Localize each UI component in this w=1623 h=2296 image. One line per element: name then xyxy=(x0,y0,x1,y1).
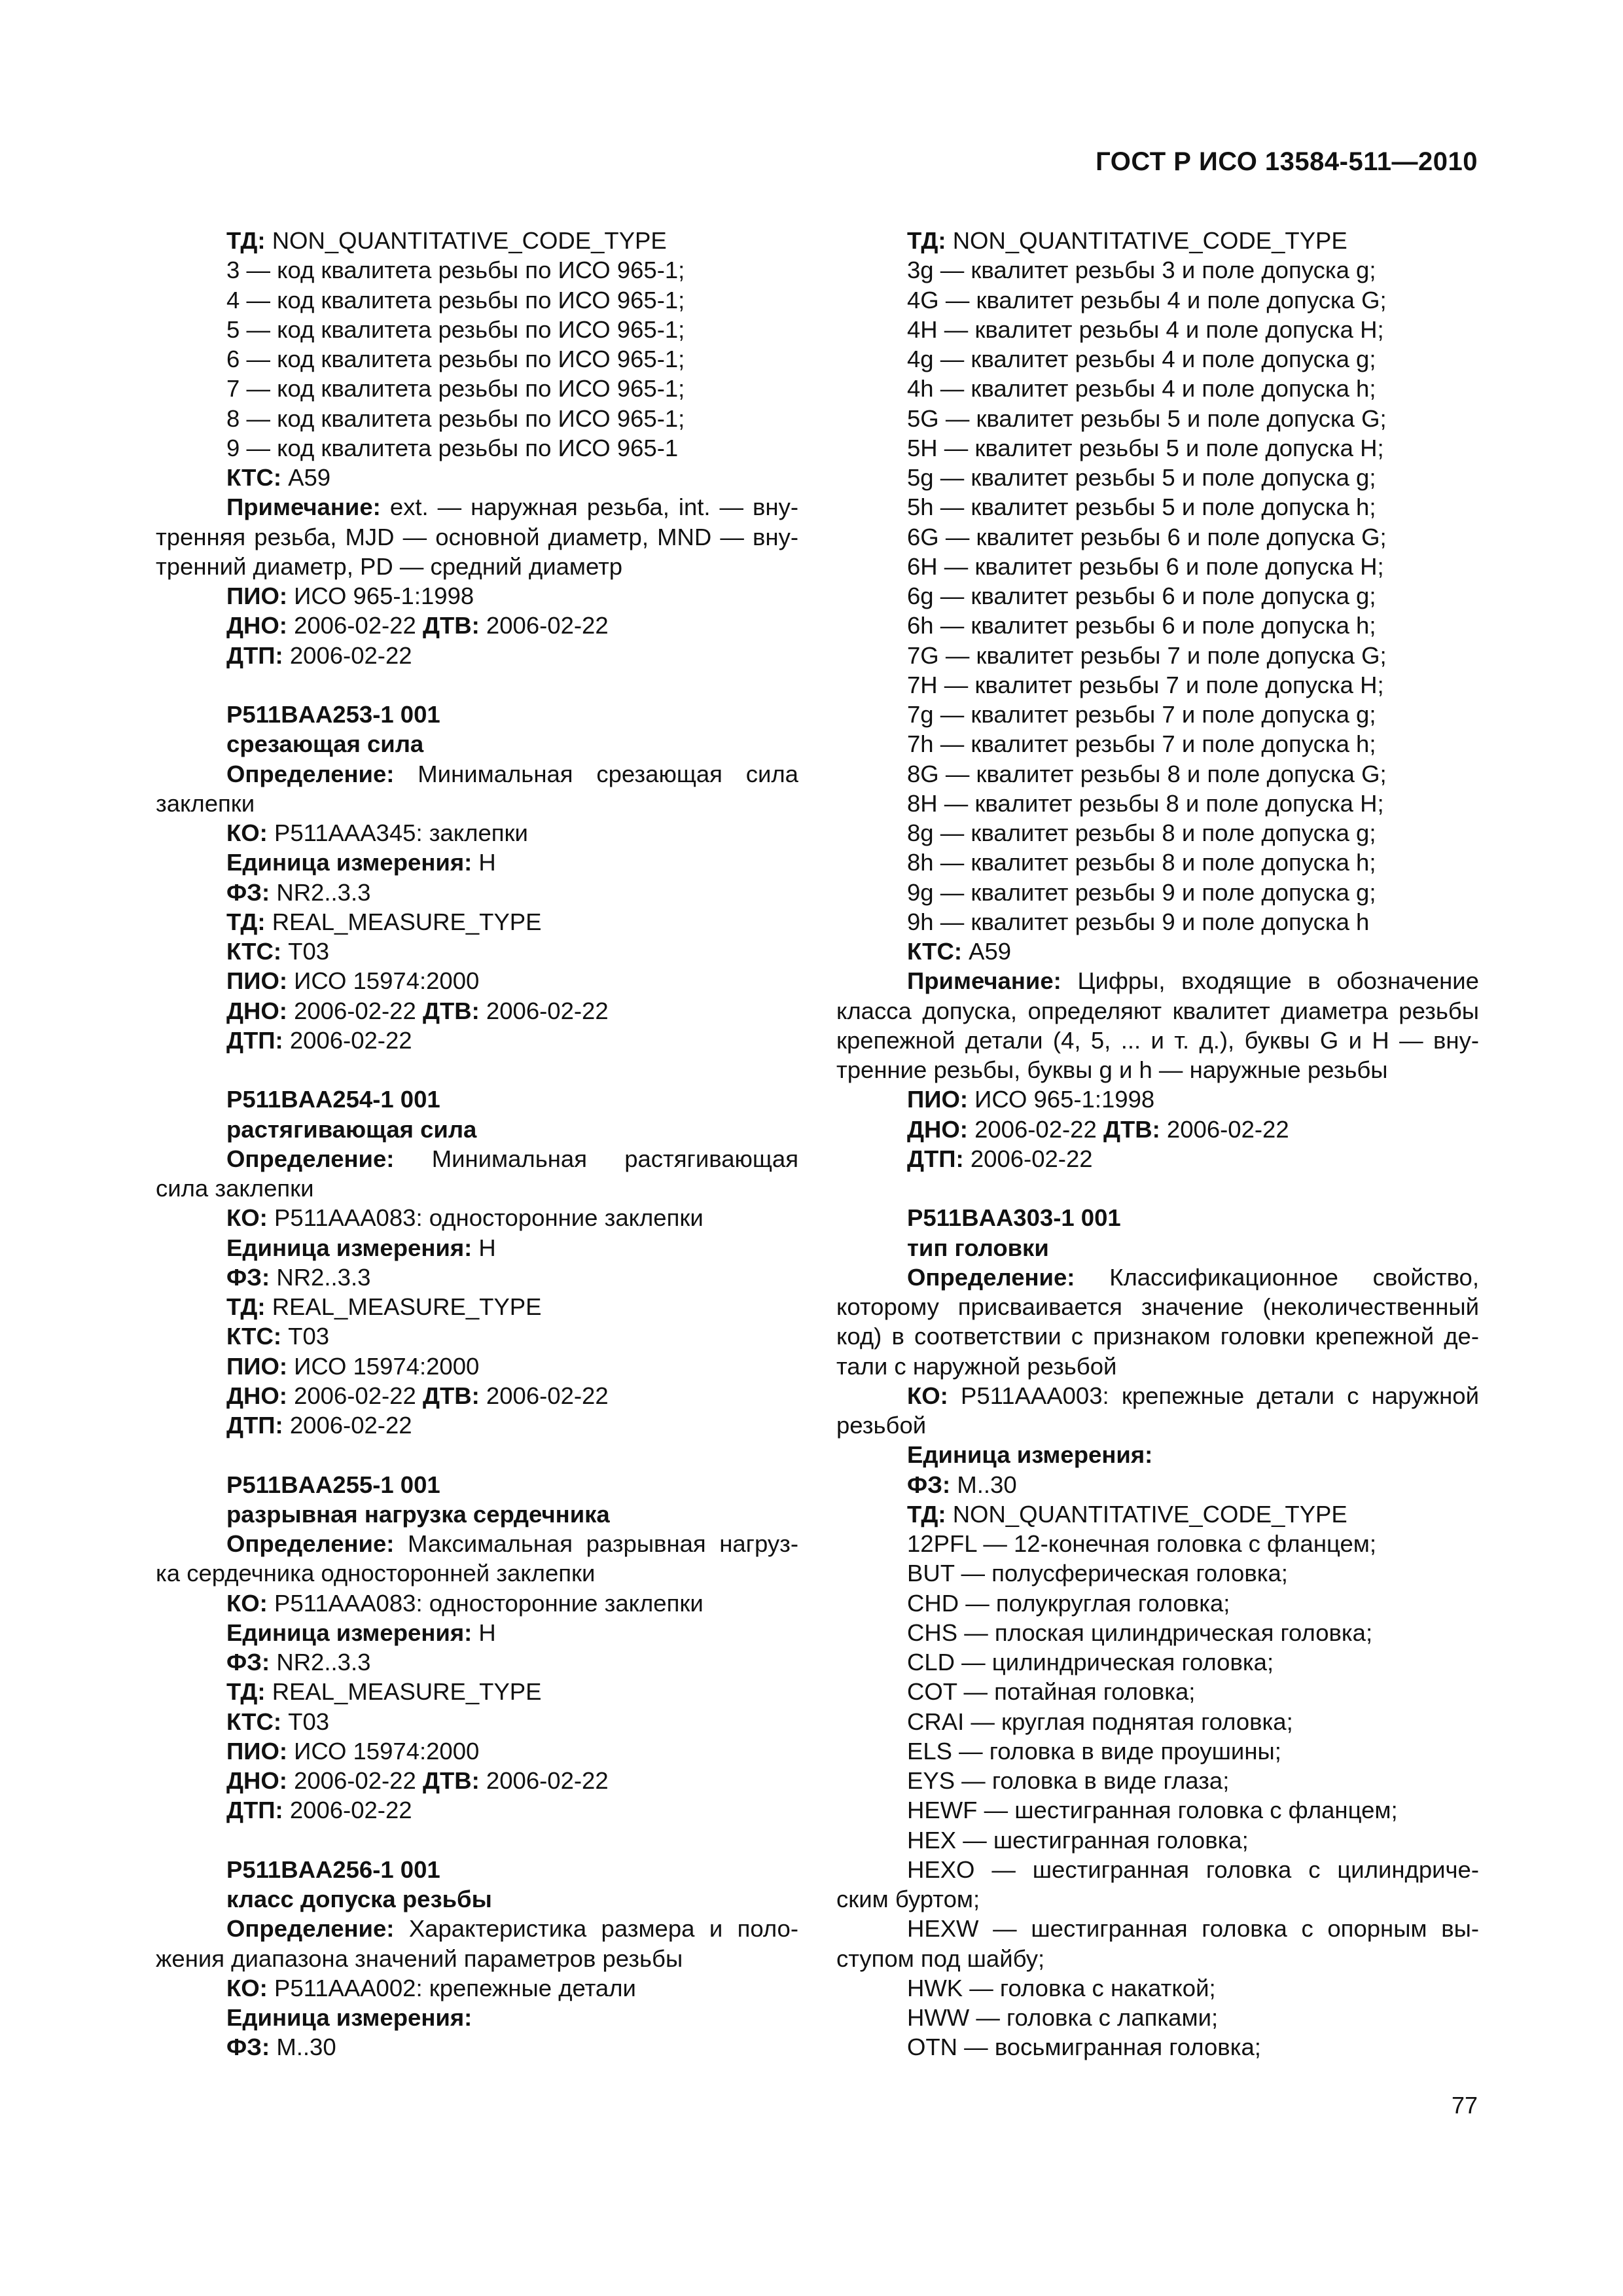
entry-note: Примечание: ext. — наружная резьба, int. — вну- xyxy=(226,493,798,521)
entry-field-dates: ДНО: 2006-02-22 ДТВ: 2006-02-22 xyxy=(907,1115,1289,1143)
code-list-item: EYS — головка в виде глаза; xyxy=(907,1767,1230,1794)
code-list-item: 7 — код квалитета резьбы по ИСО 965-1; xyxy=(226,375,685,403)
entry-field-unit: Единица измерения: Н xyxy=(226,1234,496,1261)
entry-field-fz: ФЗ: NR2..3.3 xyxy=(226,878,371,906)
entry-code: P511BAA255-1 001 xyxy=(226,1471,440,1498)
entry-field-kts: КТС: T03 xyxy=(226,1323,330,1350)
entry-name: растягивающая сила xyxy=(226,1115,477,1143)
code-list-item: 8G — квалитет резьбы 8 и поле допуска G; xyxy=(907,760,1387,787)
entry-field-td: ТД: REAL_MEASURE_TYPE xyxy=(226,1293,542,1320)
entry-field-fz: ФЗ: M..30 xyxy=(226,2034,336,2061)
entry-note-continuation: крепежной детали (4, 5, ... и т. д.), буквы G и H — вну- xyxy=(836,1026,1479,1054)
code-list-item: HEWF — шестигранная головка с фланцем; xyxy=(907,1797,1398,1824)
code-list-item: HWW — головка с лапками; xyxy=(907,2004,1219,2031)
entry-field-td: ТД: NON_QUANTITATIVE_CODE_TYPE xyxy=(226,227,667,254)
entry-note-continuation: тренняя резьба, MJD — основной диаметр, MND — вну- xyxy=(156,523,798,550)
entry-field-fz: ФЗ: NR2..3.3 xyxy=(226,1263,371,1291)
document-header: ГОСТ Р ИСО 13584-511—2010 xyxy=(1096,147,1478,176)
entry-code: P511BAA303-1 001 xyxy=(907,1204,1121,1232)
entry-name: разрывная нагрузка сердечника xyxy=(226,1500,610,1528)
code-list-item: 8g — квалитет резьбы 8 и поле допуска g; xyxy=(907,819,1376,846)
entry-field-dates: ДНО: 2006-02-22 ДТВ: 2006-02-22 xyxy=(226,612,609,639)
entry-note-continuation: тренний диаметр, PD — средний диаметр xyxy=(156,552,623,580)
page-number: 77 xyxy=(1451,2092,1478,2119)
entry-field-dates: ДНО: 2006-02-22 ДТВ: 2006-02-22 xyxy=(226,1382,609,1409)
entry-field-unit: Единица измерения: Н xyxy=(226,1619,496,1646)
code-list-item: 8H — квалитет резьбы 8 и поле допуска H; xyxy=(907,789,1384,817)
entry-field-dtp: ДТП: 2006-02-22 xyxy=(226,641,412,669)
entry-field-td: ТД: NON_QUANTITATIVE_CODE_TYPE xyxy=(907,1500,1347,1528)
code-list-item: HEXW — шестигранная головка с опорным вы- xyxy=(907,1915,1479,1943)
code-list-item: 9 — код квалитета резьбы по ИСО 965-1 xyxy=(226,434,679,461)
entry-field-ko: КО: P511AAA083: односторонние заклепки xyxy=(226,1204,704,1232)
entry-name: тип головки xyxy=(907,1234,1049,1261)
entry-name: срезающая сила xyxy=(226,730,424,758)
entry-definition-continuation: сила заклепки xyxy=(156,1175,314,1202)
code-list-item: 7H — квалитет резьбы 7 и поле допуска H; xyxy=(907,671,1384,698)
code-list-item: 12PFL — 12-конечная головка с фланцем; xyxy=(907,1530,1377,1557)
entry-field-unit: Единица измерения: xyxy=(907,1441,1153,1469)
entry-definition-continuation: код) в соответствии с признаком головки крепежной де- xyxy=(836,1323,1479,1350)
entry-note: Примечание: Цифры, входящие в обозначение xyxy=(907,967,1479,995)
code-list-item: CRAI — круглая поднятая головка; xyxy=(907,1708,1293,1735)
code-list-item: 3g — квалитет резьбы 3 и поле допуска g; xyxy=(907,257,1376,284)
entry-note-continuation: класса допуска, определяют квалитет диаметра резьбы xyxy=(836,997,1479,1024)
code-list-item: 5h — квалитет резьбы 5 и поле допуска h; xyxy=(907,493,1376,521)
entry-definition-continuation: тали с наружной резьбой xyxy=(836,1352,1117,1380)
entry-definition: Определение: Характеристика размера и поло- xyxy=(226,1915,798,1943)
entry-field-ko: КО: P511AAA083: односторонние заклепки xyxy=(226,1589,704,1617)
entry-field-pio: ПИО: ИСО 965-1:1998 xyxy=(907,1086,1155,1113)
entry-field-pio: ПИО: ИСО 15974:2000 xyxy=(226,967,480,995)
code-list-item: 8 — код квалитета резьбы по ИСО 965-1; xyxy=(226,404,685,432)
entry-code: P511BAA256-1 001 xyxy=(226,1856,440,1883)
code-list-item: HWK — головка с накаткой; xyxy=(907,1974,1216,2001)
code-list-item: 8h — квалитет резьбы 8 и поле допуска h; xyxy=(907,849,1376,876)
entry-note-continuation: тренние резьбы, буквы g и h — наружные резьбы xyxy=(836,1056,1388,1083)
entry-field-ko: КО: P511AAA003: крепежные детали с наружной xyxy=(907,1382,1479,1409)
entry-field-td: ТД: NON_QUANTITATIVE_CODE_TYPE xyxy=(907,227,1347,254)
code-list-item: 6g — квалитет резьбы 6 и поле допуска g; xyxy=(907,583,1376,609)
entry-definition: Определение: Классификационное свойство, xyxy=(907,1263,1479,1291)
entry-definition: Определение: Минимальная растягивающая xyxy=(226,1145,798,1172)
code-list-item: 4h — квалитет резьбы 4 и поле допуска h; xyxy=(907,375,1376,403)
code-list-item: CLD — цилиндрическая головка; xyxy=(907,1649,1274,1676)
entry-definition-continuation: которому присваивается значение (неколичественный xyxy=(836,1293,1479,1320)
entry-field-dtp: ДТП: 2006-02-22 xyxy=(226,1797,412,1824)
entry-field-ko-continuation: резьбой xyxy=(836,1412,927,1439)
entry-code: P511BAA254-1 001 xyxy=(226,1086,440,1113)
entry-field-pio: ПИО: ИСО 15974:2000 xyxy=(226,1737,480,1765)
code-list-item: HEXO — шестигранная головка с цилиндриче- xyxy=(907,1856,1479,1883)
entry-field-dates: ДНО: 2006-02-22 ДТВ: 2006-02-22 xyxy=(226,1767,609,1794)
entry-field-kts: КТС: T03 xyxy=(226,1708,330,1735)
entry-definition-continuation: жения диапазона значений параметров резьбы xyxy=(156,1945,683,1972)
code-list-item: 5 — код квалитета резьбы по ИСО 965-1; xyxy=(226,315,685,343)
code-list-item: COT — потайная головка; xyxy=(907,1678,1196,1706)
code-list-item: 6 — код квалитета резьбы по ИСО 965-1; xyxy=(226,346,685,372)
entry-field-pio: ПИО: ИСО 965-1:1998 xyxy=(226,583,474,609)
code-list-item: 4g — квалитет резьбы 4 и поле допуска g; xyxy=(907,346,1376,372)
code-list-item: 4G — квалитет резьбы 4 и поле допуска G; xyxy=(907,286,1387,314)
entry-field-pio: ПИО: ИСО 15974:2000 xyxy=(226,1352,480,1380)
code-list-item: 5H — квалитет резьбы 5 и поле допуска H; xyxy=(907,434,1384,461)
entry-field-dates: ДНО: 2006-02-22 ДТВ: 2006-02-22 xyxy=(226,997,609,1024)
right-column xyxy=(836,226,1479,2062)
code-list-item: 6H — квалитет резьбы 6 и поле допуска H; xyxy=(907,552,1384,580)
code-list-item: BUT — полусферическая головка; xyxy=(907,1560,1288,1587)
entry-field-ko: КО: P511AAA002: крепежные детали xyxy=(226,1974,636,2001)
code-list-item: 9h — квалитет резьбы 9 и поле допуска h xyxy=(907,908,1370,935)
entry-field-kts: КТС: A59 xyxy=(226,464,331,491)
entry-field-kts: КТС: A59 xyxy=(907,938,1012,965)
entry-definition: Определение: Минимальная срезающая сила xyxy=(226,760,798,787)
entry-field-kts: КТС: T03 xyxy=(226,938,330,965)
entry-field-dtp: ДТП: 2006-02-22 xyxy=(226,1026,412,1054)
code-list-item: 3 — код квалитета резьбы по ИСО 965-1; xyxy=(226,257,685,284)
code-list-item: 5G — квалитет резьбы 5 и поле допуска G; xyxy=(907,404,1387,432)
code-list-item: 5g — квалитет резьбы 5 и поле допуска g; xyxy=(907,464,1376,491)
code-list-item: 7g — квалитет резьбы 7 и поле допуска g; xyxy=(907,701,1376,728)
entry-field-td: ТД: REAL_MEASURE_TYPE xyxy=(226,908,542,935)
code-list-item: CHS — плоская цилиндрическая головка; xyxy=(907,1619,1373,1646)
entry-field-dtp: ДТП: 2006-02-22 xyxy=(226,1412,412,1439)
entry-field-fz: ФЗ: NR2..3.3 xyxy=(226,1649,371,1676)
entry-field-td: ТД: REAL_MEASURE_TYPE xyxy=(226,1678,542,1706)
code-list-item: 6h — квалитет резьбы 6 и поле допуска h; xyxy=(907,612,1376,639)
entry-code: P511BAA253-1 001 xyxy=(226,701,440,728)
code-list-item-continuation: ским буртом; xyxy=(836,1886,980,1912)
entry-field-fz: ФЗ: M..30 xyxy=(907,1471,1017,1498)
code-list-item: HEX — шестигранная головка; xyxy=(907,1826,1249,1854)
entry-definition: Определение: Максимальная разрывная нагруз- xyxy=(226,1530,798,1557)
code-list-item: CHD — полукруглая головка; xyxy=(907,1589,1230,1617)
code-list-item-continuation: ступом под шайбу; xyxy=(836,1945,1045,1972)
code-list-item: 7G — квалитет резьбы 7 и поле допуска G; xyxy=(907,641,1387,669)
code-list-item: 7h — квалитет резьбы 7 и поле допуска h; xyxy=(907,730,1376,758)
entry-field-unit: Единица измерения: Н xyxy=(226,849,496,876)
entry-field-dtp: ДТП: 2006-02-22 xyxy=(907,1145,1093,1172)
code-list-item: 4 — код квалитета резьбы по ИСО 965-1; xyxy=(226,286,685,314)
code-list-item: ELS — головка в виде проушины; xyxy=(907,1737,1281,1765)
code-list-item: 6G — квалитет резьбы 6 и поле допуска G; xyxy=(907,523,1387,550)
entry-field-unit: Единица измерения: xyxy=(226,2004,473,2031)
entry-field-ko: КО: P511AAA345: заклепки xyxy=(226,819,528,846)
code-list-item: OTN — восьмигранная головка; xyxy=(907,2034,1261,2061)
entry-definition-continuation: заклепки xyxy=(156,789,255,817)
entry-definition-continuation: ка сердечника односторонней заклепки xyxy=(156,1560,596,1587)
entry-name: класс допуска резьбы xyxy=(226,1886,492,1912)
code-list-item: 9g — квалитет резьбы 9 и поле допуска g; xyxy=(907,878,1376,906)
code-list-item: 4H — квалитет резьбы 4 и поле допуска H; xyxy=(907,315,1384,343)
left-column xyxy=(156,226,798,2062)
